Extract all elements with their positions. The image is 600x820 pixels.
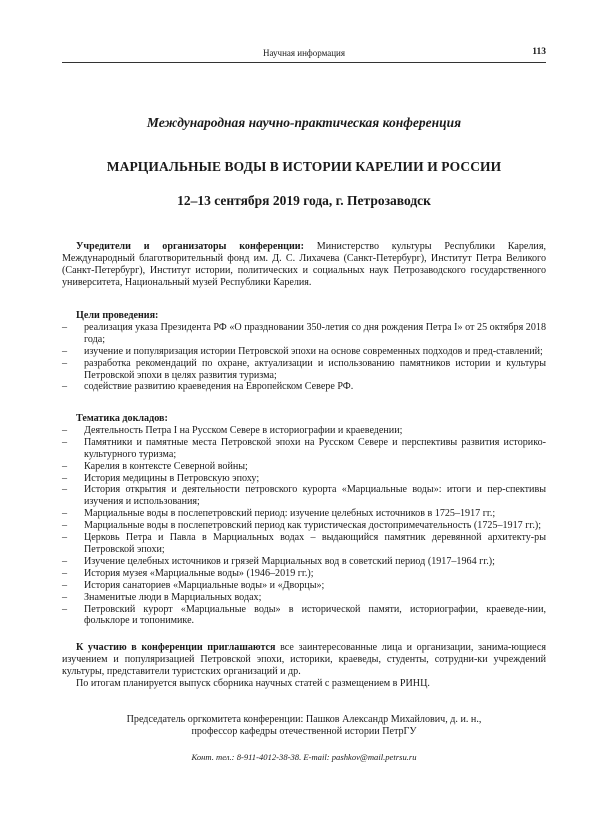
- goal-item: – содействие развитию краеведения на Европейском Севере РФ.: [62, 381, 354, 393]
- goals-heading: Цели проведения:: [76, 310, 159, 321]
- invitation-text: все заинтересованные лица и организации, занима-ющиеся изучением и популяризацией Петровской эпохи, историки, краеведы, студенты, сотрудни-ки учреждений культуры, представители туристских организаций и др.: [62, 642, 546, 677]
- topic-item: – История санаториев «Марциальные воды» и «Дворцы»;: [62, 579, 325, 591]
- founders-paragraph: [62, 241, 546, 289]
- founders-text: Министерство культуры Республики Карелия, Международный благотворительный фонд им. Д. С. Лихачева (Санкт-Петербург), Институт Петра Великого (Санкт-Петербург), Институт истории, политических и социальных наук Петрозаводского государственного университета, Национальный музей Республики Карелия.: [62, 241, 546, 288]
- invitation-label: К участию в конференции приглашаются: [76, 642, 276, 653]
- signature-line-1: Председатель оргкомитета конференции: Пашков Александр Михайлович, д. и. н.,: [126, 714, 482, 725]
- topics-list: [62, 425, 546, 627]
- topic-item: – Памятники и памятные места Петровской эпохи на Русском Севере и перспективы развития историко-культурного туризма;: [62, 436, 546, 460]
- page-number: 113: [532, 47, 546, 57]
- goals-list: [62, 322, 546, 393]
- goal-item: – разработка рекомендаций по охране, актуализации и использованию памятников истории и культуры Петровской эпохи в целях развития туризма;: [62, 357, 546, 381]
- conference-title: МАРЦИАЛЬНЫЕ ВОДЫ В ИСТОРИИ КАРЕЛИИ И РОССИИ: [106, 159, 502, 174]
- founders-label: Учредители и организаторы конференции:: [76, 241, 304, 252]
- topic-item: – История открытия и деятельности петровского курорта «Марциальные воды»: итоги и пер-спективы изучения и использования;: [62, 484, 546, 508]
- topics-section: [62, 413, 546, 627]
- topic-item: – История медицины в Петровскую эпоху;: [62, 472, 260, 484]
- topic-item: – Знаменитые люди в Марциальных водах;: [62, 591, 262, 603]
- topic-item: – История музея «Марциальные воды» (1946–2019 гг.);: [62, 567, 314, 579]
- founders-section: [62, 241, 546, 289]
- running-title: Научная информация: [263, 48, 345, 58]
- conference-date-place: 12–13 сентября 2019 года, г. Петрозаводск: [177, 193, 431, 208]
- topic-item: – Петровский курорт «Марциальные воды» в исторической памяти, историографии, краеведе-нии, фольклоре и топонимике.: [62, 603, 546, 627]
- publication-note: По итогам планируется выпуск сборника научных статей с размещением в РИНЦ.: [76, 677, 430, 689]
- conference-type: Международная научно-практическая конференция: [146, 115, 462, 130]
- topic-item: – Изучение целебных источников и грязей Марциальных вод в советский период (1917–1964 гг.);: [62, 555, 495, 567]
- topic-item: – Марциальные воды в послепетровский период: изучение целебных источников в 1725–1917 гг.;: [62, 508, 496, 520]
- topic-item: – Церковь Петра и Павла в Марциальных водах – выдающийся памятник деревянной архитекту-ры Петровской эпохи;: [62, 532, 546, 555]
- topic-item: – Марциальные воды в послепетровский период как туристическая достопримечательность (1725–1917 гг.);: [62, 520, 542, 532]
- invitation-section: [62, 642, 546, 690]
- invitation-paragraph: [62, 642, 546, 678]
- topics-heading: Тематика докладов:: [76, 413, 168, 424]
- topic-item: – Деятельность Петра I на Русском Севере в историографии и краеведении;: [62, 424, 403, 436]
- goal-item: – реализация указа Президента РФ «О праздновании 350-летия со дня рождения Петра I» от 25 октября 2018 года;: [62, 321, 546, 345]
- running-header: [62, 46, 546, 60]
- contact-info: Конт. тел.: 8-911-4012-38-38. E-mail: pashkov@mail.petrsu.ru: [191, 752, 417, 762]
- header-rule: [62, 62, 546, 63]
- goals-section: [62, 310, 546, 393]
- signature-line-2: профессор кафедры отечественной истории ПетрГУ: [191, 726, 417, 737]
- topic-item: – Карелия в контексте Северной войны;: [62, 460, 248, 472]
- goal-item: – изучение и популяризация истории Петровской эпохи на основе современных подходов и пред-ставлений;: [62, 345, 543, 357]
- signature-block: [62, 714, 546, 738]
